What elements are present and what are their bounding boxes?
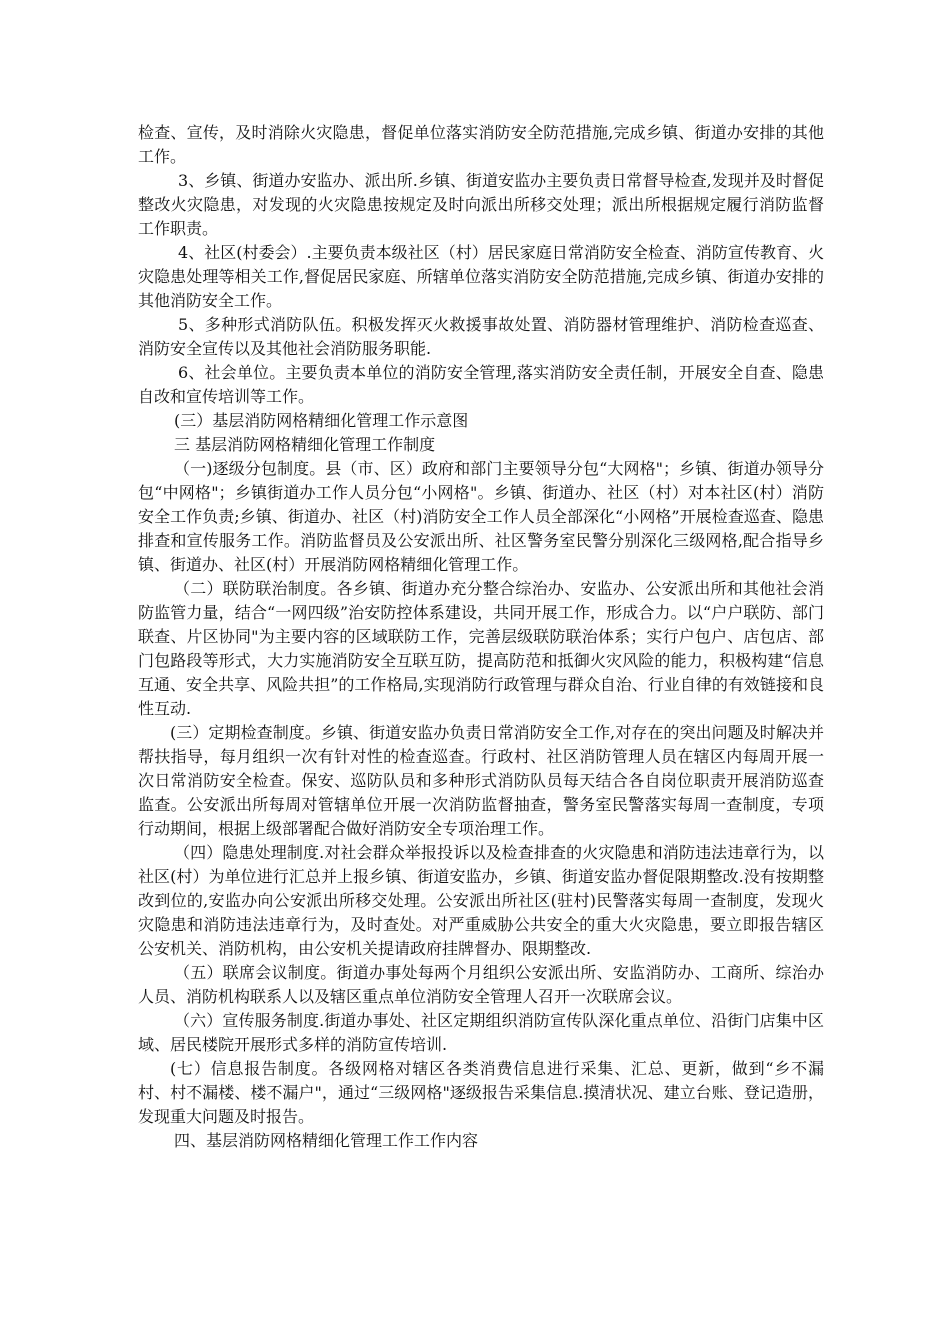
paragraph-system-3: (三）定期检查制度。乡镇、街道安监办负责日常消防安全工作,对存在的突出问题及时解决并帮扶指导，每月组织一次有针对性的检查巡查。行政村、社区消防管理人员在辖区内每周开展一次日常消防安全检查。保安、巡防队员和多种形式消防队员每天结合各自岗位职责开展消防巡查监查。公安派出所每周对管辖单位开展一次消防监督抽查，警务室民警落实每周一查制度，专项行动期间，根据上级部署配合做好消防安全专项治理工作。: [138, 723, 824, 838]
section-heading-diagram: (三）基层消防网格精细化管理工作示意图: [174, 411, 469, 430]
paragraph-item-5: 5、多种形式消防队伍。积极发挥灭火救援事故处置、消防器材管理维护、消防检查巡查、消防安全宣传以及其他社会消防服务职能.: [138, 315, 824, 358]
paragraph-system-4: （四）隐患处理制度.对社会群众举报投诉以及检查排查的火灾隐患和消防违法违章行为，以社区(村）为单位进行汇总并上报乡镇、街道安监办，乡镇、街道安监办督促限期整改.没有按期整改到位的,安监办向公安派出所移交处理。公安派出所社区(驻村)民警落实每周一查制度，发现火灾隐患和消防违法违章行为，及时查处。对严重威胁公共安全的重大火灾隐患，要立即报告辖区公安机关、消防机构，由公安机关提请政府挂牌督办、限期整改.: [138, 843, 824, 958]
section-heading-content: 四、基层消防网格精细化管理工作工作内容: [174, 1131, 479, 1150]
paragraph-system-7: (七）信息报告制度。各级网格对辖区各类消费信息进行采集、汇总、更新，做到“乡不漏村、村不漏楼、楼不漏户"，通过“三级网格"逐级报告采集信息.摸清状况、建立台账、登记造册，发现重大问题及时报告。: [138, 1059, 824, 1126]
paragraph-system-5: （五）联席会议制度。街道办事处每两个月组织公安派出所、安监消防办、工商所、综治办人员、消防机构联系人以及辖区重点单位消防安全管理人召开一次联席会议。: [138, 963, 824, 1006]
paragraph-item-3: 3、乡镇、街道办安监办、派出所.乡镇、街道安监办主要负责日常督导检查,发现并及时督促整改火灾隐患，对发现的火灾隐患按规定及时向派出所移交处理；派出所根据规定履行消防监督工作职责。: [138, 171, 824, 238]
paragraph-item-4: 4、社区(村委会）.主要负责本级社区（村）居民家庭日常消防安全检查、消防宣传教育、火灾隐患处理等相关工作,督促居民家庭、所辖单位落实消防安全防范措施,完成乡镇、街道办安排的其他消防安全工作。: [138, 243, 824, 310]
paragraph-system-2: （二）联防联治制度。各乡镇、街道办充分整合综治办、安监办、公安派出所和其他社会消防监管力量，结合“一网四级”治安防控体系建设，共同开展工作，形成合力。以“户户联防、部门联查、片区协同"为主要内容的区域联防工作，完善层级联防联治体系；实行户包户、店包店、部门包路段等形式，大力实施消防安全互联互防，提高防范和抵御火灾风险的能力，积极构建“信息互通、安全共享、风险共担”的工作格局,实现消防行政管理与群众自治、行业自律的有效链接和良性互动.: [138, 579, 824, 718]
section-heading-system: 三 基层消防网格精细化管理工作制度: [174, 435, 436, 454]
paragraph-continuation: 检查、宣传，及时消除火灾隐患，督促单位落实消防安全防范措施,完成乡镇、街道办安排的其他工作。: [138, 123, 824, 166]
document-page: [138, 121, 824, 1153]
paragraph-item-6: 6、社会单位。主要负责本单位的消防安全管理,落实消防安全责任制，开展安全自查、隐患自改和宣传培训等工作。: [138, 363, 824, 406]
paragraph-system-6: （六）宣传服务制度.街道办事处、社区定期组织消防宣传队深化重点单位、沿街门店集中区域、居民楼院开展形式多样的消防宣传培训.: [138, 1011, 824, 1054]
paragraph-system-1: （一)逐级分包制度。县（市、区）政府和部门主要领导分包“大网格"；乡镇、街道办领导分包“中网格"；乡镇街道办工作人员分包“小网格"。乡镇、街道办、社区（村）对本社区(村）消防安全工作负责;乡镇、街道办、社区（村)消防安全工作人员全部深化“小网格”开展检查巡查、隐患排查和宣传服务工作。消防监督员及公安派出所、社区警务室民警分别深化三级网格,配合指导乡镇、街道办、社区(村）开展消防网格精细化管理工作。: [138, 459, 824, 574]
